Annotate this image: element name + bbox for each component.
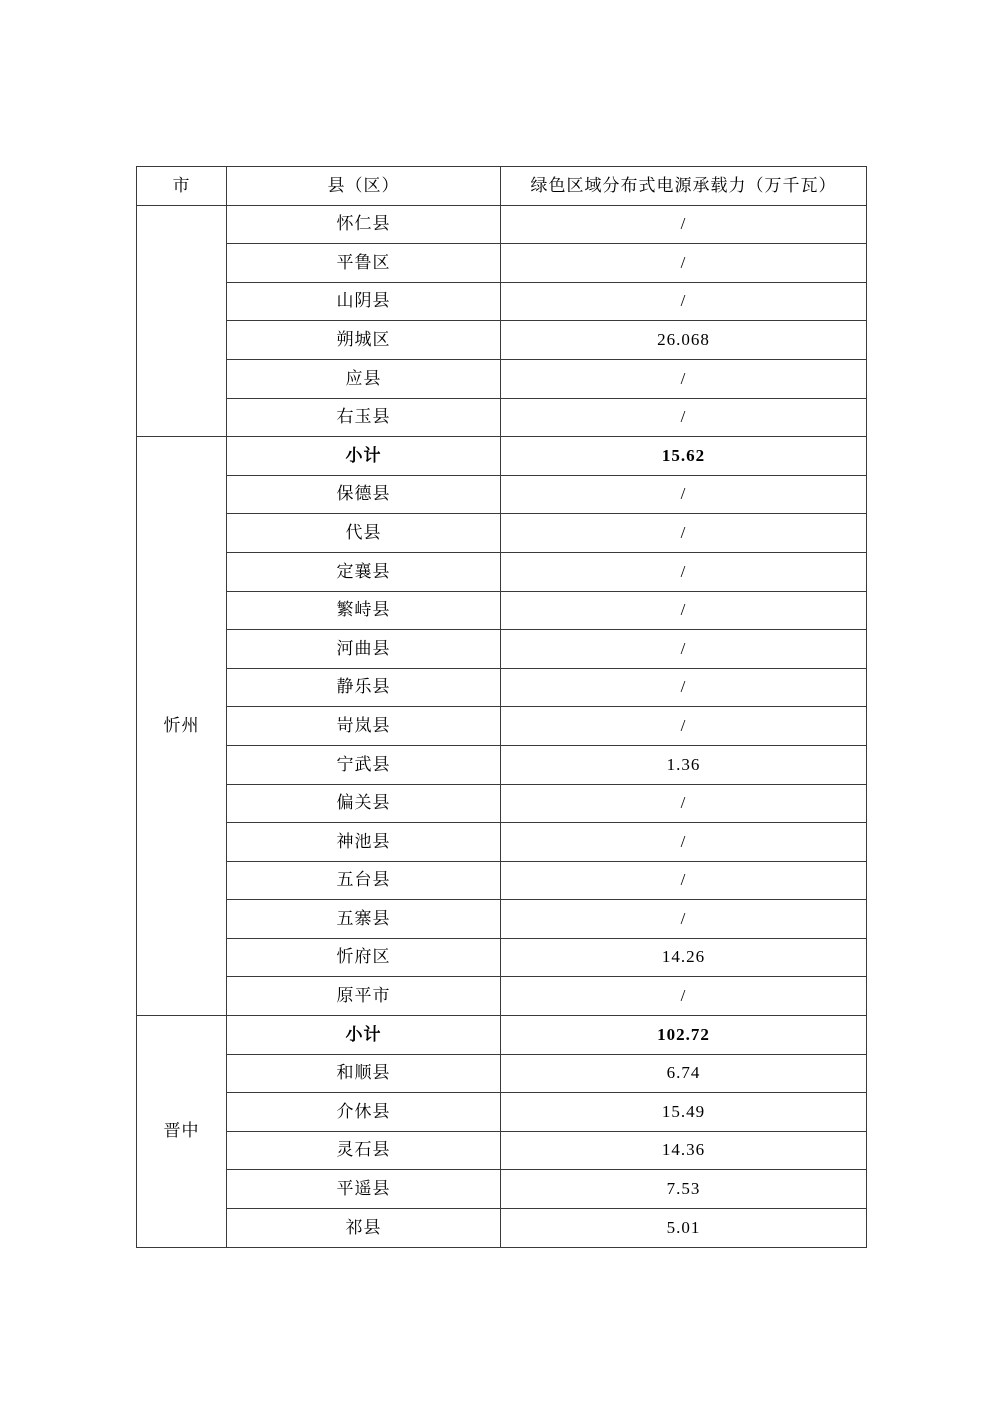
county-cell: 代县 (227, 514, 501, 553)
county-cell: 偏关县 (227, 784, 501, 823)
county-cell: 怀仁县 (227, 205, 501, 244)
county-cell: 小计 (227, 437, 501, 476)
county-cell: 五寨县 (227, 900, 501, 939)
table-row (137, 707, 867, 746)
county-cell: 朔城区 (227, 321, 501, 360)
capacity-value-cell: / (501, 205, 867, 244)
carrying-capacity-table-wrapper (136, 166, 866, 1248)
capacity-value-cell: / (501, 359, 867, 398)
capacity-value-cell: 14.36 (501, 1131, 867, 1170)
capacity-value-cell: / (501, 282, 867, 321)
capacity-value-cell: 26.068 (501, 321, 867, 360)
table-row (137, 668, 867, 707)
city-cell: 忻州 (137, 437, 227, 1016)
capacity-value-cell: / (501, 707, 867, 746)
capacity-value-cell: / (501, 784, 867, 823)
county-cell: 右玉县 (227, 398, 501, 437)
table-body (137, 205, 867, 1247)
carrying-capacity-table (136, 166, 867, 1248)
county-cell: 定襄县 (227, 552, 501, 591)
table-row (137, 784, 867, 823)
capacity-value-cell: / (501, 244, 867, 283)
table-row (137, 900, 867, 939)
table-row (137, 1093, 867, 1132)
table-row (137, 1209, 867, 1248)
table-row (137, 205, 867, 244)
county-cell: 五台县 (227, 861, 501, 900)
city-cell (137, 205, 227, 437)
county-cell: 祁县 (227, 1209, 501, 1248)
table-row (137, 437, 867, 476)
table-row (137, 1131, 867, 1170)
county-cell: 河曲县 (227, 630, 501, 669)
table-row (137, 282, 867, 321)
capacity-value-cell: 15.49 (501, 1093, 867, 1132)
capacity-value-cell: / (501, 861, 867, 900)
county-cell: 应县 (227, 359, 501, 398)
capacity-value-cell: / (501, 630, 867, 669)
table-row (137, 514, 867, 553)
county-cell: 忻府区 (227, 938, 501, 977)
header-value: 绿色区域分布式电源承载力（万千瓦） (501, 167, 867, 206)
table-row (137, 591, 867, 630)
county-cell: 原平市 (227, 977, 501, 1016)
table-row (137, 359, 867, 398)
header-county: 县（区） (227, 167, 501, 206)
capacity-value-cell: / (501, 823, 867, 862)
county-cell: 平鲁区 (227, 244, 501, 283)
county-cell: 岢岚县 (227, 707, 501, 746)
table-row (137, 1016, 867, 1055)
county-cell: 宁武县 (227, 745, 501, 784)
capacity-value-cell: 6.74 (501, 1054, 867, 1093)
capacity-value-cell: 14.26 (501, 938, 867, 977)
table-row (137, 1054, 867, 1093)
capacity-value-cell: / (501, 977, 867, 1016)
header-city: 市 (137, 167, 227, 206)
county-cell: 神池县 (227, 823, 501, 862)
city-cell: 晋中 (137, 1016, 227, 1248)
capacity-value-cell: / (501, 591, 867, 630)
table-row (137, 861, 867, 900)
table-row (137, 398, 867, 437)
table-row (137, 823, 867, 862)
capacity-value-cell: / (501, 475, 867, 514)
table-header (137, 167, 867, 206)
table-row (137, 552, 867, 591)
table-row (137, 475, 867, 514)
county-cell: 灵石县 (227, 1131, 501, 1170)
table-row (137, 977, 867, 1016)
county-cell: 繁峙县 (227, 591, 501, 630)
capacity-value-cell: 15.62 (501, 437, 867, 476)
table-row (137, 321, 867, 360)
capacity-value-cell: / (501, 900, 867, 939)
table-row (137, 244, 867, 283)
county-cell: 小计 (227, 1016, 501, 1055)
county-cell: 平遥县 (227, 1170, 501, 1209)
table-header-row (137, 167, 867, 206)
capacity-value-cell: / (501, 398, 867, 437)
capacity-value-cell: 102.72 (501, 1016, 867, 1055)
table-row (137, 745, 867, 784)
county-cell: 保德县 (227, 475, 501, 514)
county-cell: 和顺县 (227, 1054, 501, 1093)
capacity-value-cell: 7.53 (501, 1170, 867, 1209)
capacity-value-cell: / (501, 668, 867, 707)
capacity-value-cell: / (501, 552, 867, 591)
table-row (137, 938, 867, 977)
table-row (137, 630, 867, 669)
county-cell: 山阴县 (227, 282, 501, 321)
capacity-value-cell: / (501, 514, 867, 553)
table-row (137, 1170, 867, 1209)
capacity-value-cell: 1.36 (501, 745, 867, 784)
county-cell: 介休县 (227, 1093, 501, 1132)
county-cell: 静乐县 (227, 668, 501, 707)
capacity-value-cell: 5.01 (501, 1209, 867, 1248)
